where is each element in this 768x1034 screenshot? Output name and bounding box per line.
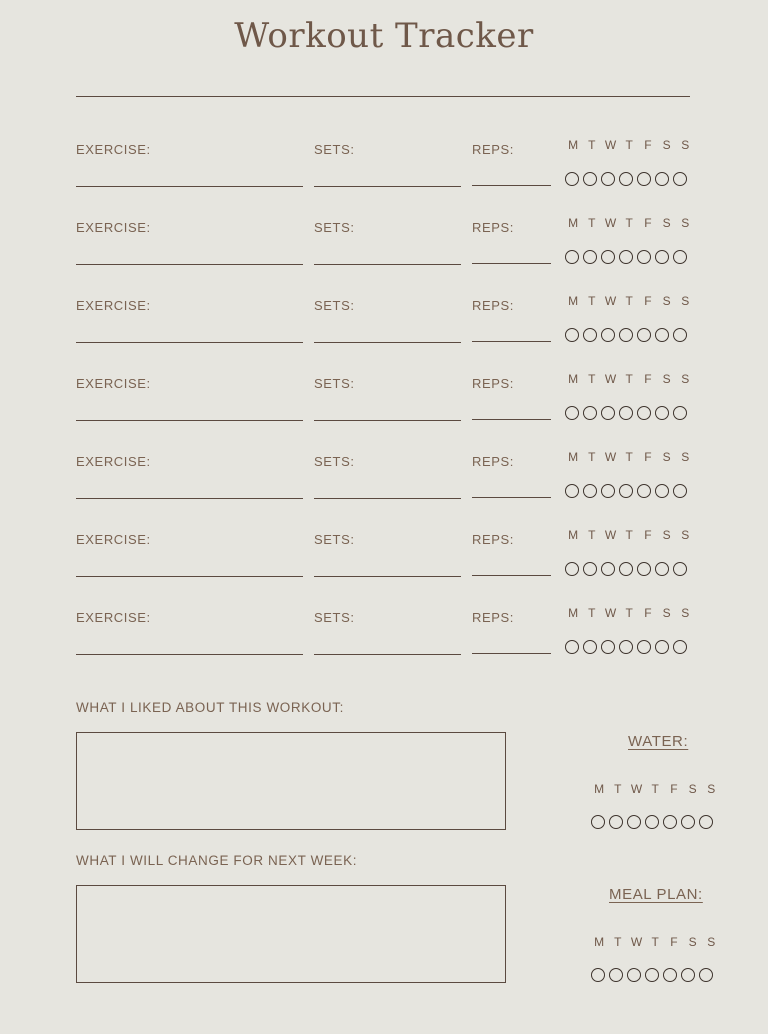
exercise-day-label: F [644, 138, 652, 152]
exercise-day-label: T [625, 450, 634, 464]
meal-plan-day-label: S [707, 935, 716, 949]
exercise-day-label: T [625, 528, 634, 542]
exercise-label: EXERCISE: [76, 298, 151, 313]
exercise-day-checkbox[interactable] [583, 328, 597, 342]
exercise-field[interactable] [76, 420, 303, 421]
exercise-day-label: M [568, 606, 579, 620]
exercise-day-checkbox[interactable] [673, 484, 687, 498]
water-day-label: W [630, 782, 643, 796]
exercise-day-label: M [568, 450, 579, 464]
sets-label: SETS: [314, 298, 355, 313]
reps-label: REPS: [472, 532, 515, 547]
liked-label: WHAT I LIKED ABOUT THIS WORKOUT: [76, 700, 344, 715]
meal-plan-day-labels [590, 935, 721, 949]
exercise-row [0, 296, 768, 374]
exercise-day-checkbox[interactable] [619, 562, 633, 576]
exercise-day-checkbox[interactable] [601, 640, 615, 654]
exercise-day-label: S [681, 294, 690, 308]
exercise-day-checkbox[interactable] [565, 328, 579, 342]
exercise-day-label: S [681, 450, 690, 464]
exercise-day-label: S [662, 138, 671, 152]
exercise-day-label: F [644, 450, 652, 464]
exercise-day-checkbox[interactable] [619, 484, 633, 498]
day-checkboxes [565, 406, 687, 420]
sets-field[interactable] [314, 186, 461, 187]
day-labels [564, 294, 695, 308]
meal-plan-day-checkbox[interactable] [591, 968, 605, 982]
exercise-row [0, 530, 768, 608]
meal-plan-checkboxes [591, 968, 713, 982]
exercise-day-label: T [588, 606, 596, 620]
meal-plan-day-label: S [688, 935, 697, 949]
meal-plan-day-label: M [594, 935, 605, 949]
exercise-day-label: S [681, 606, 690, 620]
exercise-day-checkbox[interactable] [619, 328, 633, 342]
day-labels [564, 372, 695, 386]
exercise-day-checkbox[interactable] [565, 250, 579, 264]
water-day-labels [590, 782, 721, 796]
meal-plan-day-checkbox[interactable] [609, 968, 623, 982]
exercise-field[interactable] [76, 576, 303, 577]
exercise-day-checkbox[interactable] [637, 328, 651, 342]
reps-field[interactable] [472, 419, 551, 420]
exercise-day-checkbox[interactable] [565, 484, 579, 498]
reps-field[interactable] [472, 497, 551, 498]
water-day-label: T [614, 782, 622, 796]
day-labels [564, 138, 695, 152]
exercise-row [0, 452, 768, 530]
exercise-day-label: W [604, 528, 617, 542]
exercise-day-checkbox[interactable] [565, 640, 579, 654]
meal-plan-heading: MEAL PLAN: [609, 886, 703, 903]
reps-label: REPS: [472, 610, 515, 625]
exercise-day-label: S [662, 216, 671, 230]
exercise-day-label: T [588, 216, 596, 230]
water-day-label: F [670, 782, 678, 796]
exercise-day-label: F [644, 294, 652, 308]
exercise-day-checkbox[interactable] [655, 640, 669, 654]
exercise-day-label: T [625, 138, 634, 152]
water-day-checkbox[interactable] [681, 815, 695, 829]
exercise-day-label: S [662, 450, 671, 464]
day-checkboxes [565, 328, 687, 342]
water-day-checkbox[interactable] [663, 815, 677, 829]
change-textbox[interactable] [76, 885, 506, 983]
water-day-label: M [594, 782, 605, 796]
exercise-day-checkbox[interactable] [601, 250, 615, 264]
exercise-day-label: F [644, 216, 652, 230]
exercise-day-label: S [681, 528, 690, 542]
exercise-day-checkbox[interactable] [655, 172, 669, 186]
sets-label: SETS: [314, 376, 355, 391]
reps-field[interactable] [472, 653, 551, 654]
exercise-day-label: W [604, 294, 617, 308]
liked-textbox[interactable] [76, 732, 506, 830]
reps-field[interactable] [472, 341, 551, 342]
meal-plan-day-checkbox[interactable] [627, 968, 641, 982]
exercise-day-label: F [644, 606, 652, 620]
reps-field[interactable] [472, 575, 551, 576]
exercise-day-label: M [568, 372, 579, 386]
exercise-label: EXERCISE: [76, 610, 151, 625]
exercise-day-checkbox[interactable] [583, 640, 597, 654]
exercise-day-label: T [588, 450, 596, 464]
exercise-day-label: M [568, 138, 579, 152]
exercise-day-checkbox[interactable] [619, 640, 633, 654]
sets-label: SETS: [314, 220, 355, 235]
reps-label: REPS: [472, 298, 515, 313]
day-checkboxes [565, 640, 687, 654]
water-day-label: T [651, 782, 660, 796]
exercise-field[interactable] [76, 498, 303, 499]
meal-plan-day-label: T [651, 935, 660, 949]
exercise-day-checkbox[interactable] [655, 484, 669, 498]
exercise-day-label: S [681, 138, 690, 152]
water-day-checkbox[interactable] [591, 815, 605, 829]
exercise-day-checkbox[interactable] [565, 172, 579, 186]
meal-plan-day-checkbox[interactable] [645, 968, 659, 982]
exercise-day-label: T [588, 372, 596, 386]
exercise-day-checkbox[interactable] [673, 640, 687, 654]
water-day-label: S [688, 782, 697, 796]
exercise-day-checkbox[interactable] [583, 172, 597, 186]
day-labels [564, 606, 695, 620]
exercise-day-checkbox[interactable] [583, 406, 597, 420]
meal-plan-day-label: W [630, 935, 643, 949]
meal-plan-day-checkbox[interactable] [681, 968, 695, 982]
water-day-label: S [707, 782, 716, 796]
exercise-day-label: T [625, 606, 634, 620]
exercise-field[interactable] [76, 186, 303, 187]
sets-label: SETS: [314, 610, 355, 625]
water-checkboxes [591, 815, 713, 829]
exercise-day-checkbox[interactable] [565, 562, 579, 576]
exercise-day-checkbox[interactable] [655, 250, 669, 264]
page-title: Workout Tracker [234, 16, 534, 56]
exercise-day-checkbox[interactable] [637, 484, 651, 498]
exercise-day-label: S [681, 216, 690, 230]
day-checkboxes [565, 172, 687, 186]
meal-plan-day-label: T [614, 935, 622, 949]
exercise-day-label: T [588, 294, 596, 308]
water-day-checkbox[interactable] [609, 815, 623, 829]
exercise-day-checkbox[interactable] [601, 406, 615, 420]
exercise-day-label: T [588, 528, 596, 542]
exercise-day-checkbox[interactable] [673, 250, 687, 264]
exercise-day-checkbox[interactable] [637, 172, 651, 186]
reps-label: REPS: [472, 142, 515, 157]
exercise-day-checkbox[interactable] [655, 328, 669, 342]
exercise-day-label: W [604, 450, 617, 464]
exercise-day-checkbox[interactable] [655, 562, 669, 576]
meal-plan-day-label: F [670, 935, 678, 949]
exercise-day-checkbox[interactable] [655, 406, 669, 420]
exercise-row [0, 140, 768, 218]
sets-field[interactable] [314, 342, 461, 343]
sets-label: SETS: [314, 454, 355, 469]
sets-field[interactable] [314, 654, 461, 655]
exercise-day-checkbox[interactable] [673, 172, 687, 186]
exercise-day-label: W [604, 606, 617, 620]
exercise-label: EXERCISE: [76, 532, 151, 547]
exercise-day-label: T [625, 216, 634, 230]
exercise-day-label: T [625, 372, 634, 386]
reps-label: REPS: [472, 454, 515, 469]
exercise-day-label: S [662, 606, 671, 620]
exercise-day-label: T [625, 294, 634, 308]
water-day-checkbox[interactable] [699, 815, 713, 829]
sets-label: SETS: [314, 142, 355, 157]
exercise-row [0, 374, 768, 452]
exercise-day-checkbox[interactable] [637, 640, 651, 654]
sets-field[interactable] [314, 420, 461, 421]
exercise-day-label: W [604, 372, 617, 386]
exercise-field[interactable] [76, 264, 303, 265]
exercise-day-label: S [662, 528, 671, 542]
exercise-label: EXERCISE: [76, 142, 151, 157]
day-checkboxes [565, 250, 687, 264]
title-rule [76, 96, 690, 97]
sets-label: SETS: [314, 532, 355, 547]
change-label: WHAT I WILL CHANGE FOR NEXT WEEK: [76, 853, 358, 868]
day-labels [564, 216, 695, 230]
exercise-day-checkbox[interactable] [601, 562, 615, 576]
exercise-label: EXERCISE: [76, 454, 151, 469]
meal-plan-day-checkbox[interactable] [663, 968, 677, 982]
water-day-checkbox[interactable] [645, 815, 659, 829]
day-labels [564, 528, 695, 542]
meal-plan-day-checkbox[interactable] [699, 968, 713, 982]
reps-field[interactable] [472, 185, 551, 186]
exercise-day-checkbox[interactable] [565, 406, 579, 420]
exercise-day-checkbox[interactable] [673, 328, 687, 342]
sets-field[interactable] [314, 498, 461, 499]
exercise-day-checkbox[interactable] [601, 484, 615, 498]
exercise-day-checkbox[interactable] [583, 562, 597, 576]
exercise-day-label: M [568, 294, 579, 308]
exercise-label: EXERCISE: [76, 376, 151, 391]
water-day-checkbox[interactable] [627, 815, 641, 829]
exercise-row [0, 608, 768, 686]
day-labels [564, 450, 695, 464]
sets-field[interactable] [314, 264, 461, 265]
exercise-day-label: S [681, 372, 690, 386]
reps-label: REPS: [472, 376, 515, 391]
exercise-day-label: W [604, 138, 617, 152]
exercise-day-label: M [568, 528, 579, 542]
sets-field[interactable] [314, 576, 461, 577]
day-checkboxes [565, 562, 687, 576]
exercise-day-checkbox[interactable] [583, 484, 597, 498]
exercise-day-checkbox[interactable] [637, 250, 651, 264]
exercise-day-label: S [662, 294, 671, 308]
exercise-day-checkbox[interactable] [637, 562, 651, 576]
reps-field[interactable] [472, 263, 551, 264]
exercise-day-checkbox[interactable] [619, 406, 633, 420]
exercise-day-checkbox[interactable] [673, 562, 687, 576]
exercise-day-label: M [568, 216, 579, 230]
exercise-day-checkbox[interactable] [619, 172, 633, 186]
exercise-day-checkbox[interactable] [601, 328, 615, 342]
water-heading: WATER: [628, 733, 689, 750]
exercise-day-checkbox[interactable] [583, 250, 597, 264]
reps-label: REPS: [472, 220, 515, 235]
exercise-day-label: W [604, 216, 617, 230]
day-checkboxes [565, 484, 687, 498]
exercise-day-label: T [588, 138, 596, 152]
exercise-field[interactable] [76, 654, 303, 655]
exercise-label: EXERCISE: [76, 220, 151, 235]
exercise-day-label: S [662, 372, 671, 386]
exercise-field[interactable] [76, 342, 303, 343]
exercise-day-checkbox[interactable] [619, 250, 633, 264]
exercise-row [0, 218, 768, 296]
exercise-day-checkbox[interactable] [601, 172, 615, 186]
exercise-day-checkbox[interactable] [673, 406, 687, 420]
exercise-day-label: F [644, 528, 652, 542]
exercise-day-label: F [644, 372, 652, 386]
exercise-day-checkbox[interactable] [637, 406, 651, 420]
